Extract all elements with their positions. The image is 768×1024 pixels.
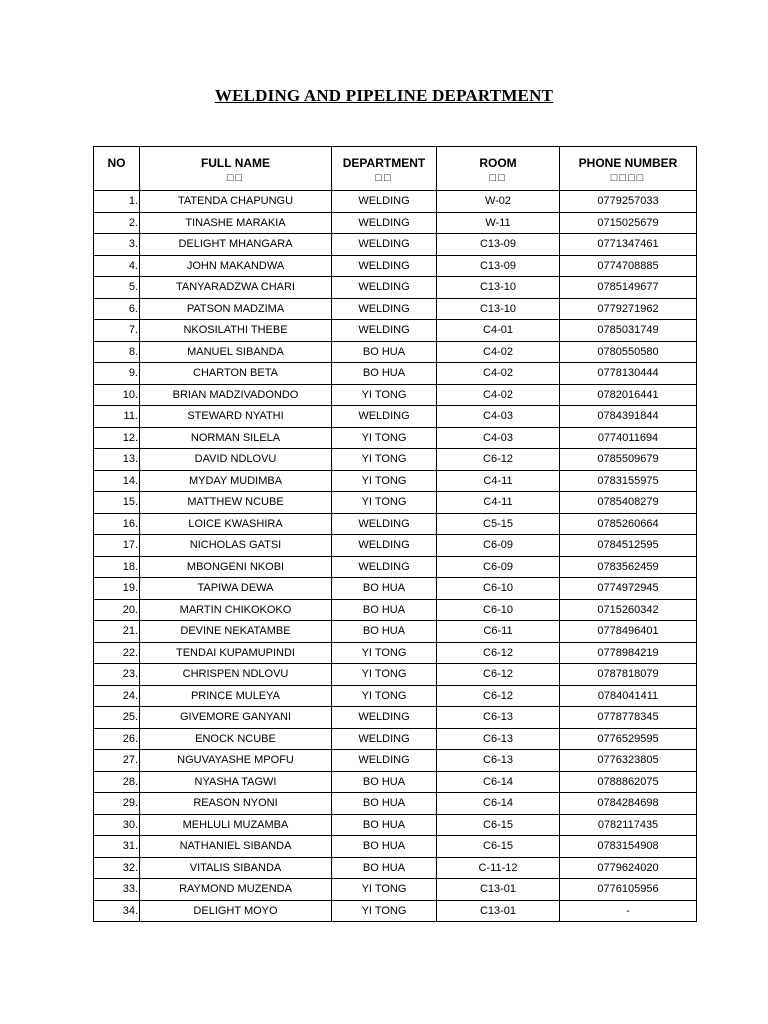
cell-no: 13. [94,449,140,471]
header-room [437,147,560,191]
cell-room: C13-09 [437,255,560,277]
cell-phone-number: 0785509679 [560,449,697,471]
table-row [94,212,697,234]
cell-no: 10. [94,384,140,406]
cell-department: BO HUA [332,578,437,600]
cell-no: 16. [94,513,140,535]
cell-phone-number: 0783155975 [560,470,697,492]
cell-phone-number: 0774972945 [560,578,697,600]
cell-room: C6-15 [437,814,560,836]
table-row [94,728,697,750]
table-row [94,384,697,406]
table-row [94,857,697,879]
cell-full-name: NORMAN SILELA [140,427,332,449]
cell-department: WELDING [332,406,437,428]
cell-full-name: REASON NYONI [140,793,332,815]
cell-department: YI TONG [332,879,437,901]
header-no-label: NO [107,155,126,170]
cell-department: WELDING [332,298,437,320]
cell-department: BO HUA [332,621,437,643]
cell-room: C-11-12 [437,857,560,879]
cell-no: 21. [94,621,140,643]
cell-department: WELDING [332,750,437,772]
cell-no: 9. [94,363,140,385]
cell-phone-number: - [560,900,697,922]
cell-no: 8. [94,341,140,363]
cell-department: YI TONG [332,492,437,514]
cell-room: C6-09 [437,535,560,557]
cell-department: WELDING [332,234,437,256]
cell-full-name: DAVID NDLOVU [140,449,332,471]
cell-phone-number: 0784041411 [560,685,697,707]
table-row [94,470,697,492]
cell-room: C6-11 [437,621,560,643]
table-row [94,427,697,449]
header-room-label: ROOM [479,155,517,170]
cell-department: WELDING [332,707,437,729]
cell-no: 29. [94,793,140,815]
cell-full-name: ENOCK NCUBE [140,728,332,750]
cell-room: C6-14 [437,793,560,815]
table-row [94,341,697,363]
cell-room: C6-13 [437,750,560,772]
table-row [94,513,697,535]
cell-phone-number: 0774011694 [560,427,697,449]
cell-phone-number: 0785031749 [560,320,697,342]
cell-department: BO HUA [332,771,437,793]
header-full-name-sub: □□ [226,171,245,184]
cell-full-name: STEWARD NYATHI [140,406,332,428]
cell-department: YI TONG [332,470,437,492]
table-row [94,578,697,600]
table-row [94,621,697,643]
cell-full-name: NKOSILATHI THEBE [140,320,332,342]
cell-full-name: DELIGHT MOYO [140,900,332,922]
cell-room: W-02 [437,191,560,213]
cell-phone-number: 0784391844 [560,406,697,428]
cell-room: C13-01 [437,879,560,901]
cell-full-name: DEVINE NEKATAMBE [140,621,332,643]
cell-no: 24. [94,685,140,707]
cell-full-name: CHARTON BETA [140,363,332,385]
cell-department: YI TONG [332,685,437,707]
cell-department: BO HUA [332,857,437,879]
table-row [94,191,697,213]
cell-room: C6-12 [437,685,560,707]
cell-full-name: TINASHE MARAKIA [140,212,332,234]
cell-full-name: TATENDA CHAPUNGU [140,191,332,213]
cell-full-name: MYDAY MUDIMBA [140,470,332,492]
cell-no: 14. [94,470,140,492]
cell-phone-number: 0782117435 [560,814,697,836]
table-row [94,320,697,342]
cell-department: YI TONG [332,384,437,406]
document-title: WELDING AND PIPELINE DEPARTMENT [214,86,554,105]
cell-department: YI TONG [332,427,437,449]
cell-phone-number: 0771347461 [560,234,697,256]
cell-phone-number: 0778130444 [560,363,697,385]
cell-no: 6. [94,298,140,320]
cell-room: C13-01 [437,900,560,922]
cell-phone-number: 0779271962 [560,298,697,320]
table-row [94,900,697,922]
cell-phone-number: 0784512595 [560,535,697,557]
cell-room: C4-02 [437,341,560,363]
cell-room: W-11 [437,212,560,234]
cell-no: 4. [94,255,140,277]
cell-no: 5. [94,277,140,299]
cell-phone-number: 0778496401 [560,621,697,643]
cell-phone-number: 0788862075 [560,771,697,793]
cell-room: C6-15 [437,836,560,858]
header-department-sub: □□ [375,171,393,184]
cell-no: 7. [94,320,140,342]
header-phone-number [560,147,697,191]
cell-full-name: MANUEL SIBANDA [140,341,332,363]
cell-department: YI TONG [332,642,437,664]
cell-phone-number: 0782016441 [560,384,697,406]
header-phone-label: PHONE NUMBER [578,155,678,170]
cell-phone-number: 0783562459 [560,556,697,578]
table-row [94,406,697,428]
header-department-label: DEPARTMENT [342,155,426,170]
header-department [332,147,437,191]
cell-no: 23. [94,664,140,686]
cell-no: 28. [94,771,140,793]
header-row [94,147,697,191]
cell-department: WELDING [332,277,437,299]
table-row [94,363,697,385]
cell-full-name: TENDAI KUPAMUPINDI [140,642,332,664]
cell-room: C6-14 [437,771,560,793]
cell-department: YI TONG [332,449,437,471]
table-row [94,255,697,277]
header-no [94,147,140,191]
cell-room: C13-10 [437,277,560,299]
cell-phone-number: 0778984219 [560,642,697,664]
cell-no: 26. [94,728,140,750]
cell-full-name: NICHOLAS GATSI [140,535,332,557]
cell-phone-number: 0784284698 [560,793,697,815]
cell-no: 33. [94,879,140,901]
table-row [94,707,697,729]
header-full-name-label: FULL NAME [200,155,271,170]
cell-phone-number: 0779624020 [560,857,697,879]
cell-room: C13-09 [437,234,560,256]
cell-department: BO HUA [332,341,437,363]
table-row [94,664,697,686]
cell-full-name: PRINCE MULEYA [140,685,332,707]
header-full-name [140,147,332,191]
cell-phone-number: 0779257033 [560,191,697,213]
cell-phone-number: 0776105956 [560,879,697,901]
cell-room: C6-10 [437,578,560,600]
cell-phone-number: 0785408279 [560,492,697,514]
cell-full-name: BRIAN MADZIVADONDO [140,384,332,406]
cell-department: WELDING [332,212,437,234]
cell-no: 27. [94,750,140,772]
cell-phone-number: 0715260342 [560,599,697,621]
cell-no: 12. [94,427,140,449]
cell-full-name: NYASHA TAGWI [140,771,332,793]
cell-no: 11. [94,406,140,428]
cell-phone-number: 0785260664 [560,513,697,535]
staff-table [93,146,697,922]
cell-phone-number: 0715025679 [560,212,697,234]
cell-department: WELDING [332,255,437,277]
cell-full-name: DELIGHT MHANGARA [140,234,332,256]
table-row [94,277,697,299]
table-row [94,836,697,858]
cell-full-name: JOHN MAKANDWA [140,255,332,277]
cell-full-name: LOICE KWASHIRA [140,513,332,535]
cell-room: C4-11 [437,470,560,492]
cell-room: C4-02 [437,363,560,385]
cell-no: 17. [94,535,140,557]
cell-no: 30. [94,814,140,836]
cell-full-name: CHRISPEN NDLOVU [140,664,332,686]
cell-room: C4-03 [437,427,560,449]
cell-full-name: TAPIWA DEWA [140,578,332,600]
table-row [94,879,697,901]
cell-phone-number: 0776323805 [560,750,697,772]
cell-phone-number: 0787818079 [560,664,697,686]
cell-no: 31. [94,836,140,858]
cell-room: C6-09 [437,556,560,578]
cell-no: 3. [94,234,140,256]
cell-room: C5-15 [437,513,560,535]
cell-phone-number: 0785149677 [560,277,697,299]
cell-full-name: MBONGENI NKOBI [140,556,332,578]
cell-department: BO HUA [332,599,437,621]
cell-room: C4-11 [437,492,560,514]
header-phone-sub: □□□□ [610,171,646,184]
table-row [94,642,697,664]
cell-full-name: RAYMOND MUZENDA [140,879,332,901]
cell-no: 34. [94,900,140,922]
cell-department: WELDING [332,513,437,535]
cell-phone-number: 0774708885 [560,255,697,277]
cell-department: WELDING [332,191,437,213]
cell-room: C4-01 [437,320,560,342]
cell-department: WELDING [332,535,437,557]
cell-room: C4-03 [437,406,560,428]
table-body [94,191,697,922]
table-header [94,147,697,191]
cell-room: C6-12 [437,664,560,686]
cell-phone-number: 0778778345 [560,707,697,729]
cell-department: WELDING [332,728,437,750]
cell-department: BO HUA [332,363,437,385]
cell-no: 15. [94,492,140,514]
cell-full-name: NGUVAYASHE MPOFU [140,750,332,772]
table-row [94,492,697,514]
cell-no: 32. [94,857,140,879]
cell-room: C6-12 [437,449,560,471]
cell-department: BO HUA [332,814,437,836]
table-row [94,685,697,707]
table-row [94,556,697,578]
cell-no: 19. [94,578,140,600]
cell-room: C13-10 [437,298,560,320]
cell-full-name: MARTIN CHIKOKOKO [140,599,332,621]
cell-department: WELDING [332,556,437,578]
cell-full-name: GIVEMORE GANYANI [140,707,332,729]
cell-room: C4-02 [437,384,560,406]
cell-department: BO HUA [332,793,437,815]
cell-no: 18. [94,556,140,578]
cell-room: C6-13 [437,707,560,729]
table-row [94,771,697,793]
cell-full-name: MATTHEW NCUBE [140,492,332,514]
cell-department: WELDING [332,320,437,342]
cell-room: C6-10 [437,599,560,621]
table-row [94,298,697,320]
cell-phone-number: 0780550580 [560,341,697,363]
cell-department: YI TONG [332,664,437,686]
table-row [94,750,697,772]
cell-department: BO HUA [332,836,437,858]
cell-no: 20. [94,599,140,621]
cell-no: 22. [94,642,140,664]
cell-department: YI TONG [332,900,437,922]
table-row [94,599,697,621]
cell-phone-number: 0776529595 [560,728,697,750]
cell-full-name: MEHLULI MUZAMBA [140,814,332,836]
table-row [94,814,697,836]
table-row [94,793,697,815]
cell-no: 25. [94,707,140,729]
cell-room: C6-12 [437,642,560,664]
cell-full-name: PATSON MADZIMA [140,298,332,320]
cell-room: C6-13 [437,728,560,750]
table-row [94,449,697,471]
cell-full-name: VITALIS SIBANDA [140,857,332,879]
header-room-sub: □□ [489,171,507,184]
cell-no: 2. [94,212,140,234]
cell-full-name: TANYARADZWA CHARI [140,277,332,299]
cell-no: 1. [94,191,140,213]
table-row [94,535,697,557]
cell-phone-number: 0783154908 [560,836,697,858]
cell-full-name: NATHANIEL SIBANDA [140,836,332,858]
table-row [94,234,697,256]
